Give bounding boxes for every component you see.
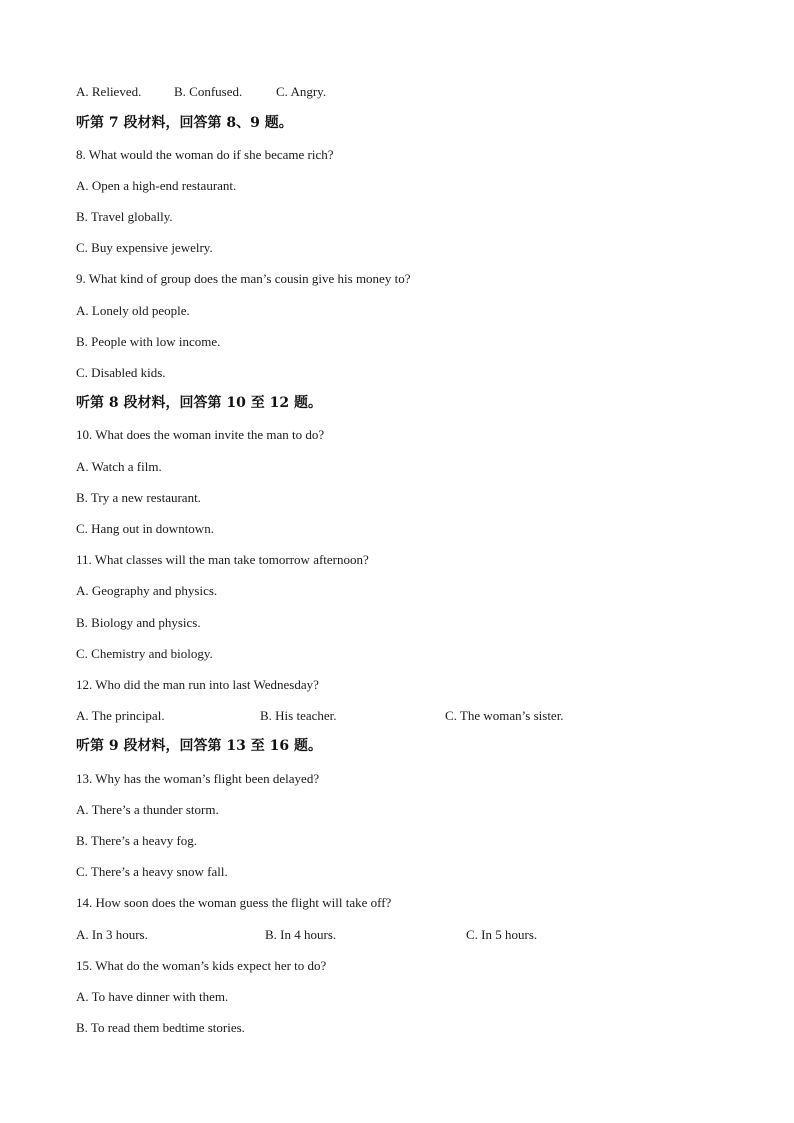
q10-question: 10. What does the woman invite the man to do? [76, 427, 325, 442]
q15-option-a: A. To have dinner with them. [76, 989, 229, 1004]
q11-option-a: A. Geography and physics. [76, 583, 218, 598]
q10-option-a: A. Watch a film. [76, 459, 162, 474]
q13-option-b: B. There’s a heavy fog. [76, 833, 198, 848]
q12-option-a: A. The principal. [76, 708, 165, 723]
q13-question: 13. Why has the woman’s flight been delayed? [76, 771, 320, 786]
q8-option-a: A. Open a high-end restaurant. [76, 178, 237, 193]
q14-option-a: A. In 3 hours. [76, 927, 148, 942]
q8-option-b: B. Travel globally. [76, 209, 173, 224]
q11-option-c: C. Chemistry and biology. [76, 646, 213, 661]
q9-option-c: C. Disabled kids. [76, 365, 166, 380]
q12-option-b: B. His teacher. [260, 708, 337, 723]
q7-option-b: B. Confused. [174, 84, 243, 99]
q12-question: 12. Who did the man run into last Wednesday? [76, 677, 319, 692]
q11-question: 11. What classes will the man take tomorrow afternoon? [76, 552, 369, 567]
q13-option-a: A. There’s a thunder storm. [76, 802, 219, 817]
q8-question: 8. What would the woman do if she became rich? [76, 147, 334, 162]
q9-option-b: B. People with low income. [76, 334, 221, 349]
q8-option-c: C. Buy expensive jewelry. [76, 240, 213, 255]
section-7-heading: 听第 7 段材料，回答第 8、9 题。 [76, 115, 293, 131]
q15-option-b: B. To read them bedtime stories. [76, 1020, 245, 1035]
q9-question: 9. What kind of group does the man’s cousin give his money to? [76, 271, 411, 286]
q7-option-a: A. Relieved. [76, 84, 142, 99]
q14-option-b: B. In 4 hours. [265, 927, 337, 942]
section-8-heading: 听第 8 段材料，回答第 10 至 12 题。 [76, 395, 322, 411]
q15-question: 15. What do the woman’s kids expect her to do? [76, 958, 327, 973]
q14-question: 14. How soon does the woman guess the flight will take off? [76, 895, 392, 910]
q13-option-c: C. There’s a heavy snow fall. [76, 864, 228, 879]
q12-option-c: C. The woman’s sister. [445, 708, 564, 723]
q10-option-b: B. Try a new restaurant. [76, 490, 201, 505]
q14-option-c: C. In 5 hours. [466, 927, 538, 942]
q11-option-b: B. Biology and physics. [76, 615, 201, 630]
section-9-heading: 听第 9 段材料，回答第 13 至 16 题。 [76, 738, 322, 754]
q7-option-c: C. Angry. [276, 84, 327, 99]
q10-option-c: C. Hang out in downtown. [76, 521, 214, 536]
q9-option-a: A. Lonely old people. [76, 303, 190, 318]
